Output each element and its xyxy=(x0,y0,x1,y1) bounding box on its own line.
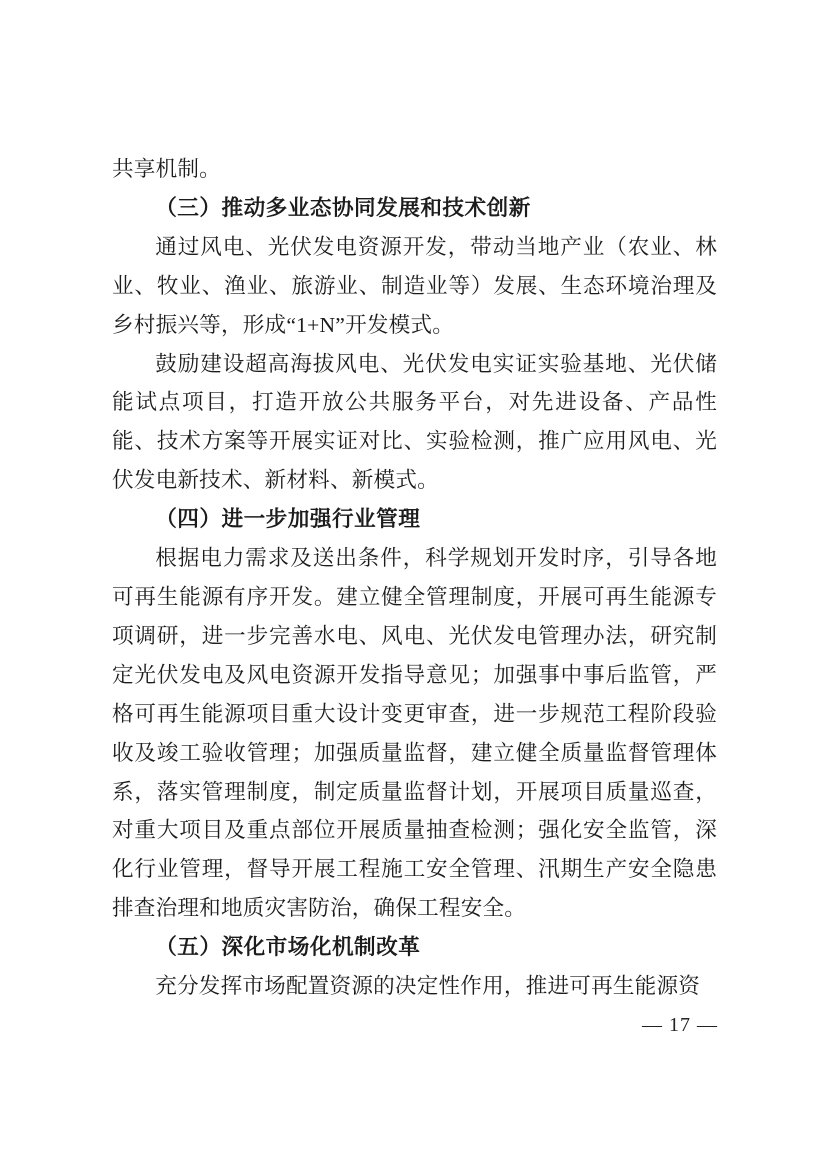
body-paragraph: 通过风电、光伏发电资源开发，带动当地产业（农业、林业、牧业、渔业、旅游业、制造业等）发展、生态环境治理及乡村振兴等，形成“1+N”开发模式。 xyxy=(112,234,717,337)
body-paragraph: 充分发挥市场配置资源的决定性作用，推进可再生能源资 xyxy=(155,974,701,999)
section-heading: （三）推动多业态协同发展和技术创新 xyxy=(155,195,531,220)
document-body xyxy=(112,150,717,1006)
paragraph-continuation: 共享机制。 xyxy=(112,157,221,181)
section-heading: （四）进一步加强行业管理 xyxy=(155,507,421,532)
section-heading: （五）深化市场化机制改革 xyxy=(155,935,421,960)
body-paragraph: 根据电力需求及送出条件，科学规划开发时序，引导各地可再生能源有序开发。建立健全管理制度，开展可再生能源专项调研，进一步完善水电、风电、光伏发电管理办法，研究制定光伏发电及风电资源开发指导意见；加强事中事后监管，严格可再生能源项目重大设计变更审查，进一步规范工程阶段验收及竣工验收管理；加强质量监督，建立健全质量监督管理体系，落实管理制度，制定质量监督计划，开展项目质量巡查，对重大项目及重点部位开展质量抽查检测；强化安全监管，深化行业管理，督导开展工程施工安全管理、汛期生产安全隐患排查治理和地质灾害防治，确保工程安全。 xyxy=(112,546,717,921)
body-paragraph: 鼓励建设超高海拔风电、光伏发电实证实验基地、光伏储能试点项目，打造开放公共服务平台，对先进设备、产品性能、技术方案等开展实证对比、实验检测，推广应用风电、光伏发电新技术、新材料、新模式。 xyxy=(112,351,717,493)
page-number: — 17 — xyxy=(642,1014,718,1036)
